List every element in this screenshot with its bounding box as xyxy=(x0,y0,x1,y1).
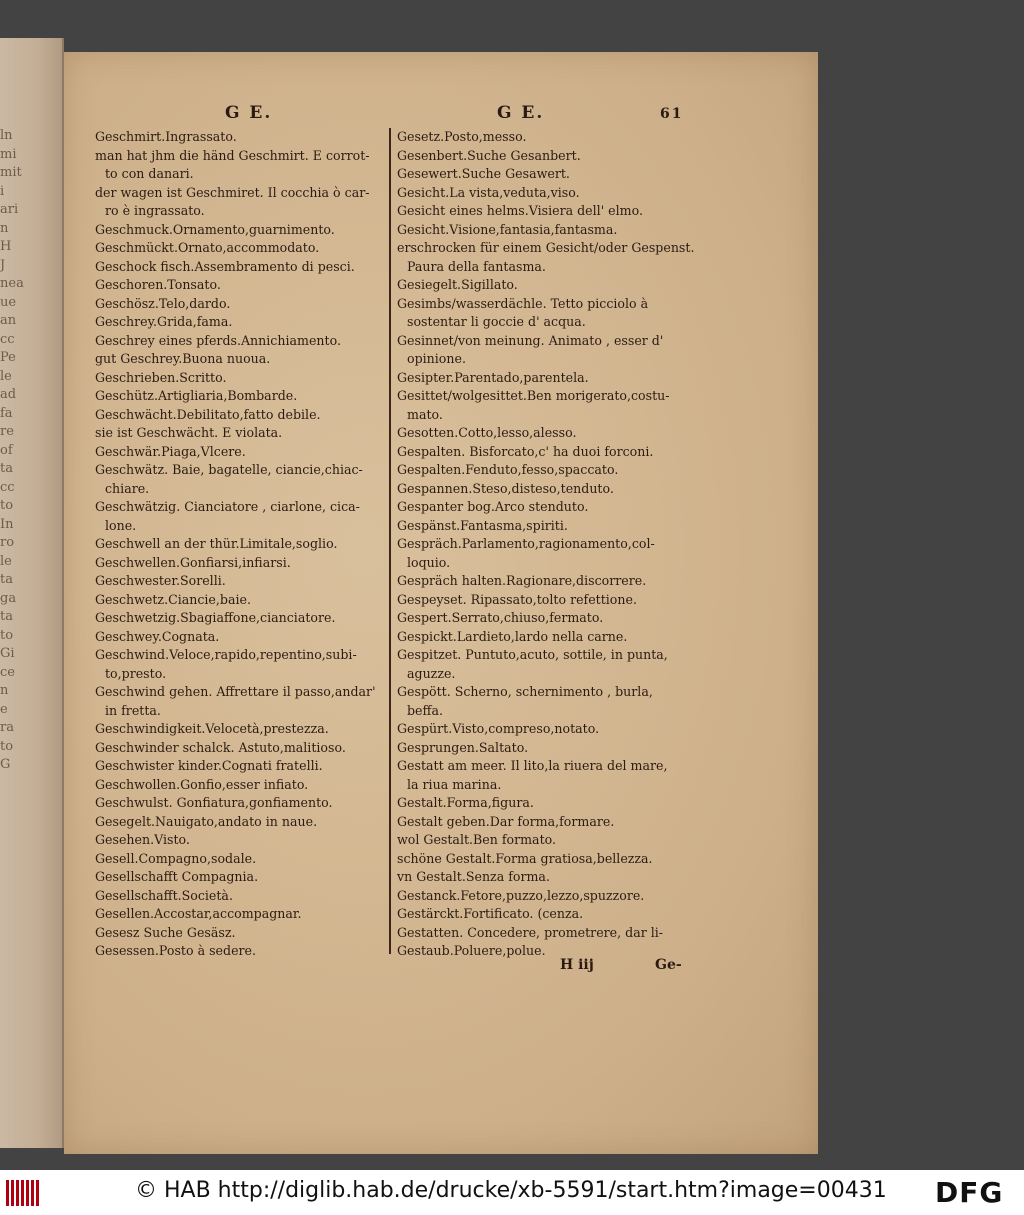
entry-continuation: chiare. xyxy=(105,480,150,496)
dictionary-entry xyxy=(95,646,385,683)
entry-line: Gesellen.Accostar,accompagnar. xyxy=(95,906,302,921)
entry-line: Geschwetzig.Sbagiaffone,cianciatore. xyxy=(95,610,336,625)
dictionary-entry xyxy=(397,165,692,184)
dictionary-entry xyxy=(397,794,692,813)
left-page-fragment: ga xyxy=(0,590,17,606)
left-page-fragment: to xyxy=(0,738,14,754)
dictionary-entry xyxy=(397,332,692,369)
dictionary-entry xyxy=(397,147,692,166)
entry-line: Gestatt am meer. Il lito,la riuera del mare, xyxy=(397,758,668,773)
entry-line: Gesegelt.Nauigato,andato in naue. xyxy=(95,813,318,829)
dictionary-entry xyxy=(95,369,385,388)
entry-continuation: aguzze. xyxy=(407,665,456,681)
entry-continuation: ro è ingrassato. xyxy=(105,203,205,218)
entry-line: Gesipter.Parentado,parentela. xyxy=(397,369,589,385)
dictionary-entry xyxy=(397,739,692,758)
entry-line: Geschwär.Piaga,Vlcere. xyxy=(95,443,246,459)
entry-line: Gespürt.Visto,compreso,notato. xyxy=(397,721,600,736)
entry-line: schöne Gestalt.Forma gratiosa,bellezza. xyxy=(397,850,653,866)
entry-line: Gesprungen.Saltato. xyxy=(397,739,529,755)
dictionary-entry xyxy=(95,887,385,906)
entry-line: wol Gestalt.Ben formato. xyxy=(397,832,556,847)
entry-line: Gesewert.Suche Gesawert. xyxy=(397,166,570,181)
entry-line: man hat jhm die händ Geschmirt. E corrot- xyxy=(95,147,370,163)
dictionary-entry xyxy=(397,850,692,869)
left-page-fragment: an xyxy=(0,313,17,328)
entry-line: Gesessen.Posto à sedere. xyxy=(95,943,256,958)
left-page-fragment: le xyxy=(0,553,12,569)
catchword: Ge- xyxy=(655,957,682,973)
entry-line: Geschwellen.Gonfiarsi,infiarsi. xyxy=(95,554,291,570)
entry-line: Gesittet/wolgesittet.Ben morigerato,costu- xyxy=(397,388,670,403)
left-page-fragment: ra xyxy=(0,720,14,735)
entry-line: Gesimbs/wasserdächle. Tetto picciolo à xyxy=(397,295,649,311)
dictionary-entry xyxy=(95,850,385,869)
dictionary-entry xyxy=(95,184,385,221)
entry-line: Gesotten.Cotto,lesso,alesso. xyxy=(397,425,577,440)
entry-line: Geschmuck.Ornamento,guarnimento. xyxy=(95,221,335,237)
dictionary-entry xyxy=(397,443,692,462)
dictionary-entry xyxy=(397,498,692,517)
entry-line: Gesicht eines helms.Visiera dell' elmo. xyxy=(397,203,643,218)
dictionary-entry xyxy=(95,554,385,573)
dictionary-entry xyxy=(397,424,692,443)
entry-continuation: mato. xyxy=(407,406,443,422)
entry-line: Gespitzet. Puntuto,acuto, sottile, in punta, xyxy=(397,647,668,662)
dictionary-entry xyxy=(397,609,692,628)
entry-line: vn Gestalt.Senza forma. xyxy=(397,869,550,884)
left-page-fragment: n xyxy=(0,683,9,698)
barcode-icon xyxy=(6,1180,40,1206)
entry-line: Geschrieben.Scritto. xyxy=(95,369,227,385)
entry-line: Gestalt.Forma,figura. xyxy=(397,795,534,810)
dictionary-entry xyxy=(95,295,385,314)
dictionary-entry xyxy=(397,276,692,295)
dictionary-entry xyxy=(397,868,692,887)
dictionary-entry xyxy=(95,739,385,758)
entry-line: Gestalt geben.Dar forma,formare. xyxy=(397,813,615,829)
entry-line: Geschwindigkeit.Velocetà,prestezza. xyxy=(95,721,329,736)
entry-continuation: to,presto. xyxy=(105,665,167,681)
dictionary-entry xyxy=(95,757,385,776)
entry-continuation: lone. xyxy=(105,517,137,533)
entry-line: Gesellschafft Compagnia. xyxy=(95,869,259,884)
dictionary-entry xyxy=(95,498,385,535)
entry-line: Gespanter bog.Arco stenduto. xyxy=(397,499,589,514)
entry-line: Gesell.Compagno,sodale. xyxy=(95,850,257,866)
dictionary-entry xyxy=(397,239,695,276)
right-column xyxy=(397,128,695,961)
entry-line: der wagen ist Geschmiret. Il cocchia ò car- xyxy=(95,184,370,200)
dictionary-entry xyxy=(95,350,385,369)
left-page-fragment: ta xyxy=(0,609,13,624)
footer-bar xyxy=(0,1170,1024,1215)
entry-line: Geschwinder schalck. Astuto,malitioso. xyxy=(95,739,346,755)
left-page-fragment: ro xyxy=(0,535,15,550)
dictionary-entry xyxy=(397,480,692,499)
left-page-fragment: ta xyxy=(0,461,13,476)
entry-line: Gesenbert.Suche Gesanbert. xyxy=(397,147,581,163)
dictionary-entry xyxy=(397,942,692,961)
entry-line: Geschrey.Grida,fama. xyxy=(95,314,233,329)
entry-continuation: la riua marina. xyxy=(407,776,502,792)
dictionary-entry xyxy=(95,443,385,462)
left-page-fragment: G xyxy=(0,757,11,772)
dictionary-entry xyxy=(397,221,692,240)
left-page-fragment: J xyxy=(0,257,6,273)
left-page-fragment: cc xyxy=(0,479,15,495)
dictionary-entry xyxy=(95,461,385,498)
left-page-fragment: to xyxy=(0,498,14,513)
dictionary-entry xyxy=(95,868,385,887)
entry-line: Gespeyset. Ripassato,tolto refettione. xyxy=(397,591,637,607)
running-head-right: G E. xyxy=(497,103,545,123)
entry-line: Geschösz.Telo,dardo. xyxy=(95,295,231,311)
left-page-fragment: n xyxy=(0,220,9,236)
dictionary-entry xyxy=(95,942,385,961)
dictionary-entry xyxy=(397,295,692,332)
entry-line: Gesicht.La vista,veduta,viso. xyxy=(397,184,580,200)
left-page-fragment: mi xyxy=(0,146,17,162)
entry-line: Geschmückt.Ornato,accommodato. xyxy=(95,240,320,255)
entry-line: Gesehen.Visto. xyxy=(95,832,190,847)
dictionary-entry xyxy=(95,591,385,610)
dictionary-entry xyxy=(95,535,385,554)
entry-line: Gesetz.Posto,messo. xyxy=(397,129,527,144)
left-page-fragment: ce xyxy=(0,664,15,680)
left-page-fragment: In xyxy=(0,516,14,532)
dictionary-entry xyxy=(95,924,385,943)
entry-line: gut Geschrey.Buona nuoua. xyxy=(95,351,271,366)
dictionary-entry xyxy=(95,794,385,813)
dictionary-entry xyxy=(95,221,385,240)
left-page-fragment: le xyxy=(0,368,12,384)
left-page-fragment: mit xyxy=(0,165,22,180)
left-page-fragment: cc xyxy=(0,331,15,347)
left-page-fragment: ta xyxy=(0,572,13,587)
left-page-fragment: H xyxy=(0,239,12,254)
entry-line: Gespräch halten.Ragionare,discorrere. xyxy=(397,573,647,588)
page-number: 61 xyxy=(660,106,684,122)
dictionary-entry xyxy=(95,313,385,332)
entry-line: Geschwächt.Debilitato,fatto debile. xyxy=(95,406,321,422)
left-page-fragment: Pe xyxy=(0,350,16,365)
entry-line: sie ist Geschwächt. E violata. xyxy=(95,425,283,440)
dictionary-entry xyxy=(95,424,385,443)
dictionary-entry xyxy=(95,628,385,647)
dictionary-entry xyxy=(95,332,385,351)
entry-line: Gespänst.Fantasma,spiriti. xyxy=(397,517,568,533)
dictionary-entry xyxy=(397,517,692,536)
left-page-fragment: Gi xyxy=(0,646,15,661)
dictionary-entry xyxy=(397,720,692,739)
entry-line: Geschwister kinder.Cognati fratelli. xyxy=(95,758,323,773)
entry-line: Geschwulst. Gonfiatura,gonfiamento. xyxy=(95,795,333,810)
entry-line: Geschwind.Veloce,rapido,repentino,subi- xyxy=(95,647,357,662)
left-page-fragment: e xyxy=(0,701,8,717)
entry-line: Gestatten. Concedere, prometrere, dar li- xyxy=(397,924,664,940)
entry-line: Gestaub.Poluere,polue. xyxy=(397,943,546,958)
dictionary-entry xyxy=(95,905,385,924)
entry-line: Gesesz Suche Gesäsz. xyxy=(95,924,236,940)
dictionary-entry xyxy=(397,369,692,388)
dictionary-entry xyxy=(397,924,692,943)
dictionary-entry xyxy=(397,887,692,906)
entry-line: Geschock fisch.Assembramento di pesci. xyxy=(95,258,355,274)
dictionary-entry xyxy=(397,128,692,147)
entry-line: Geschwester.Sorelli. xyxy=(95,573,226,588)
left-page-fragment: nea xyxy=(0,276,24,291)
dictionary-entry xyxy=(95,720,385,739)
entry-line: Gespalten.Fenduto,fesso,spaccato. xyxy=(397,462,619,477)
entry-line: Geschmirt.Ingrassato. xyxy=(95,129,237,144)
column-divider xyxy=(389,128,391,954)
entry-line: Geschwollen.Gonfio,esser infiato. xyxy=(95,776,309,792)
dictionary-entry xyxy=(95,239,385,258)
dictionary-entry xyxy=(95,276,385,295)
left-column xyxy=(95,128,385,961)
dictionary-entry xyxy=(95,831,385,850)
dictionary-entry xyxy=(397,628,692,647)
entry-line: Gesellschafft.Società. xyxy=(95,887,233,903)
entry-line: Gespräch.Parlamento,ragionamento,col- xyxy=(397,536,655,551)
left-page-fragment: fa xyxy=(0,405,13,421)
entry-line: Geschütz.Artigliaria,Bombarde. xyxy=(95,388,298,403)
dictionary-entry xyxy=(397,461,692,480)
entry-line: Gesiegelt.Sigillato. xyxy=(397,277,518,292)
left-page-fragment: to xyxy=(0,627,14,643)
entry-line: Gestärckt.Fortificato. (cenza. xyxy=(397,906,584,921)
left-page-fragment: ad xyxy=(0,387,17,402)
entry-line: Geschwätzig. Cianciatore , ciarlone, cica- xyxy=(95,499,360,514)
dictionary-entry xyxy=(397,813,692,832)
dictionary-entry xyxy=(95,572,385,591)
dictionary-entry xyxy=(397,387,692,424)
entry-continuation: loquio. xyxy=(407,554,451,570)
entry-line: Geschwätz. Baie, bagatelle, ciancie,chiac- xyxy=(95,462,363,477)
dictionary-entry xyxy=(397,683,692,720)
entry-line: Gespickt.Lardieto,lardo nella carne. xyxy=(397,628,628,644)
entry-line: Gespött. Scherno, schernimento , burla, xyxy=(397,684,653,699)
left-page-fragment: of xyxy=(0,442,13,458)
dfg-logo: DFG xyxy=(935,1176,1004,1209)
entry-line: Gespert.Serrato,chiuso,fermato. xyxy=(397,610,604,625)
dictionary-entry xyxy=(397,757,692,794)
entry-continuation: to con danari. xyxy=(105,166,194,181)
left-page-fragment: ari xyxy=(0,202,19,217)
entry-line: Geschwey.Cognata. xyxy=(95,628,220,644)
dictionary-entry xyxy=(397,905,692,924)
entry-line: Geschoren.Tonsato. xyxy=(95,277,221,292)
entry-line: Gespalten. Bisforcato,c' ha duoi forconi. xyxy=(397,443,654,459)
entry-line: Gesicht.Visione,fantasia,fantasma. xyxy=(397,221,618,237)
copyright-link[interactable]: © HAB http://diglib.hab.de/drucke/xb-5591/start.htm?image=00431 xyxy=(135,1178,887,1203)
dictionary-entry xyxy=(397,202,692,221)
dictionary-entry xyxy=(397,591,692,610)
entry-line: Gesinnet/von meinung. Animato , esser d' xyxy=(397,332,664,348)
entry-continuation: opinione. xyxy=(407,351,466,366)
dictionary-entry xyxy=(95,128,385,147)
dictionary-entry xyxy=(397,535,692,572)
dictionary-entry xyxy=(95,609,385,628)
entry-line: Geschwell an der thür.Limitale,soglio. xyxy=(95,536,338,551)
left-page-fragment: i xyxy=(0,183,5,199)
dictionary-entry xyxy=(95,387,385,406)
entry-continuation: beffa. xyxy=(407,702,443,718)
entry-continuation: in fretta. xyxy=(105,702,161,718)
left-page-fragment: ue xyxy=(0,294,17,310)
entry-line: Gespannen.Steso,disteso,tenduto. xyxy=(397,480,614,496)
signature-mark: H iij xyxy=(560,957,594,973)
left-page-fragment: ln xyxy=(0,128,13,143)
entry-line: Gestanck.Fetore,puzzo,lezzo,spuzzore. xyxy=(397,887,645,903)
left-page-fragment: re xyxy=(0,424,14,439)
dictionary-entry xyxy=(95,406,385,425)
left-page-edge xyxy=(0,38,64,1148)
dictionary-entry xyxy=(95,147,385,184)
dictionary-entry xyxy=(95,776,385,795)
running-head-left: G E. xyxy=(225,103,273,123)
entry-continuation: Paura della fantasma. xyxy=(407,258,546,274)
dictionary-entry xyxy=(397,646,692,683)
dictionary-entry xyxy=(95,258,385,277)
dictionary-entry xyxy=(95,683,385,720)
entry-continuation: sostentar li goccie d' acqua. xyxy=(407,314,586,329)
entry-line: Geschrey eines pferds.Annichiamento. xyxy=(95,332,341,348)
entry-line: Geschwind gehen. Affrettare il passo,andar' xyxy=(95,684,376,699)
entry-line: Geschwetz.Ciancie,baie. xyxy=(95,591,251,607)
dictionary-entry xyxy=(397,831,692,850)
dictionary-entry xyxy=(397,572,692,591)
dictionary-entry xyxy=(95,813,385,832)
entry-line: erschrocken für einem Gesicht/oder Gespenst. xyxy=(397,240,695,255)
dictionary-entry xyxy=(397,184,692,203)
